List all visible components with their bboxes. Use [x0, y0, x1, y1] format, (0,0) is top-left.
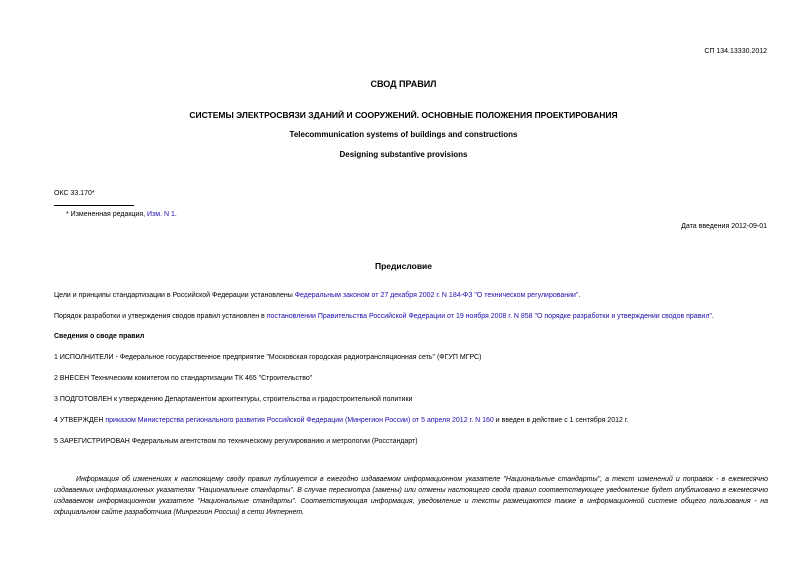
info-item-3: 3 ПОДГОТОВЛЕН к утверждению Департаментом архитектуры, строительства и градостроительной политики [54, 396, 413, 403]
amendment-link[interactable]: Изм. N 1 [147, 211, 175, 218]
ministry-order-link[interactable]: приказом Министерства регионального развития Российской Федерации (Минрегион России) от 5 апреля 2012 г. N 160 [105, 417, 494, 424]
subtitle-english-2: Designing substantive provisions [339, 150, 468, 159]
government-decree-link[interactable]: постановлении Правительства Российской Федерации от 19 ноября 2008 г. N 858 "О порядке разработки и утверждении сводов правил" [266, 313, 712, 320]
footnote-prefix: * Измененная редакция, [66, 211, 148, 218]
footnote [66, 210, 177, 219]
oks-code: ОКС 33.170* [54, 190, 95, 197]
p1-text: Цели и принципы стандартизации в Российской Федерации установлены [54, 292, 295, 299]
subtitle-english-1: Telecommunication systems of buildings and constructions [289, 130, 518, 139]
federal-law-link[interactable]: Федеральным законом от 27 декабря 2002 г. N 184-ФЗ "О техническом регулировании" [294, 292, 579, 299]
info-item-5: 5 ЗАРЕГИСТРИРОВАН Федеральным агентством по техническому регулированию и метрологии (Росстандарт) [54, 438, 418, 445]
main-title: СИСТЕМЫ ЭЛЕКТРОСВЯЗИ ЗДАНИЙ И СООРУЖЕНИЙ. ОСНОВНЫЕ ПОЛОЖЕНИЯ ПРОЕКТИРОВАНИЯ [189, 110, 618, 120]
paragraph-standardization-principles [54, 291, 580, 300]
info-item-1: 1 ИСПОЛНИТЕЛИ - Федеральное государственное предприятие "Московская городская радиотрансляционная сеть" (ФГУП МГРС) [54, 354, 482, 361]
introduction-date: Дата введения 2012-09-01 [681, 223, 767, 230]
p2-text: Порядок разработки и утверждения сводов правил установлен в [54, 313, 267, 320]
item4-end: и введен в действие с 1 сентября 2012 г. [493, 417, 629, 424]
p2-end: . [711, 313, 714, 320]
p1-end: . [578, 292, 581, 299]
information-paragraph: Информация об изменениях к настоящему своду правил публикуется в ежегодно издаваемом информационном указателе "Национальные стандарты", а текст изменений и поправок - в ежемесячно издаваемых информационных указателях "Национальные стандарты". В случае пересмотра (замены) или отмены настоящего свода правил соответствующее уведомление будет опубликовано в ежемесячно издаваемом информационном указателе "Национальные стандарты". Соответствующая информация, уведомление и тексты размещаются также в информационной системе общего пользования - на официальном сайте разработчика (Минрегион России) в сети Интернет. [54, 476, 768, 516]
info-item-4 [54, 416, 628, 425]
paragraph-development-order [54, 312, 714, 321]
info-item-2: 2 ВНЕСЕН Техническим комитетом по стандартизации ТК 465 "Строительство" [54, 375, 313, 382]
document-code: СП 134.13330.2012 [704, 48, 767, 55]
footnote-divider [54, 205, 134, 206]
info-heading: Сведения о своде правил [54, 333, 145, 340]
header-title: СВОД ПРАВИЛ [370, 79, 437, 89]
item4-text: 4 УТВЕРЖДЕН [54, 417, 106, 424]
preface-title: Предисловие [374, 261, 433, 271]
footnote-suffix: . [174, 211, 177, 218]
